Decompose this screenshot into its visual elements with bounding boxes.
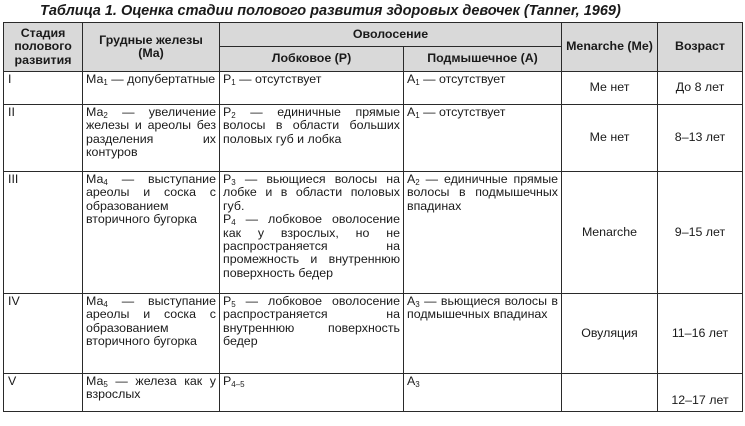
axillary-code: A bbox=[407, 374, 416, 388]
pubic-cell bbox=[220, 172, 404, 294]
age-cell: До 8 лет bbox=[658, 72, 743, 105]
stage-cell: IV bbox=[4, 294, 83, 374]
header-stage: Стадия полового развития bbox=[4, 23, 83, 72]
pubic-paragraph bbox=[223, 213, 400, 280]
menarche-cell: Ме нет bbox=[562, 105, 658, 172]
pubic-cell bbox=[220, 72, 404, 105]
menarche-cell: Овуляция bbox=[562, 294, 658, 374]
breast-code: Ма bbox=[86, 294, 104, 308]
breast-cell bbox=[83, 105, 220, 172]
age-cell: 8–13 лет bbox=[658, 105, 743, 172]
axillary-text: — единичные прямые волосы в подмышечных впадинах bbox=[407, 172, 558, 213]
breast-text: — допубертатные bbox=[107, 72, 216, 86]
pubic-sub: 5 bbox=[231, 300, 236, 309]
breast-sub: 5 bbox=[103, 380, 108, 389]
pubic-text: — отсутствует bbox=[235, 72, 322, 86]
breast-sub: 2 bbox=[103, 111, 108, 120]
pubic-code: P bbox=[223, 72, 232, 86]
header-pubic: Лобковое (P) bbox=[220, 47, 404, 72]
pubic-code: P bbox=[223, 172, 232, 186]
breast-text: — выступание ареолы и соска с образованием вторичного бугорка bbox=[86, 294, 216, 349]
breast-text: — железа как у взрослых bbox=[86, 374, 216, 402]
axillary-code: A bbox=[407, 72, 416, 86]
menarche-cell: Ме нет bbox=[562, 72, 658, 105]
header-axillary: Подмышечное (А) bbox=[404, 47, 562, 72]
pubic-code: P bbox=[223, 374, 232, 388]
axillary-cell bbox=[404, 374, 562, 412]
axillary-text: — отсутствует bbox=[419, 105, 506, 119]
menarche-cell bbox=[562, 374, 658, 412]
breast-sub: 1 bbox=[103, 78, 108, 87]
pubic-sub: 2 bbox=[231, 111, 236, 120]
axillary-cell bbox=[404, 172, 562, 294]
age-cell: 12–17 лет bbox=[658, 374, 743, 412]
axillary-cell bbox=[404, 72, 562, 105]
axillary-sub: 1 bbox=[415, 78, 420, 87]
pubic-text: — единичные прямые волосы в области больших половых губ и лобка bbox=[223, 105, 400, 146]
table-row bbox=[4, 105, 743, 172]
age-cell: 9–15 лет bbox=[658, 172, 743, 294]
pubic-cell bbox=[220, 105, 404, 172]
tanner-table bbox=[3, 22, 743, 412]
pubic-sub: 1 bbox=[231, 78, 236, 87]
breast-text: — увеличение железы и ареолы без разделения их контуров bbox=[86, 105, 216, 160]
pubic-text: — лобковое оволосение распространяется на внутреннюю поверхность бедер bbox=[223, 294, 400, 349]
pubic-paragraph bbox=[223, 173, 400, 213]
axillary-text: — вьющиеся волосы в подмышечных впадинах bbox=[407, 294, 558, 322]
stage-cell: II bbox=[4, 105, 83, 172]
axillary-sub: 1 bbox=[415, 111, 420, 120]
breast-cell bbox=[83, 294, 220, 374]
header-breast: Грудные железы (Ма) bbox=[83, 23, 220, 72]
breast-code: Ма bbox=[86, 172, 104, 186]
pubic-code: P bbox=[223, 105, 232, 119]
header-menarche: Menarche (Ме) bbox=[562, 23, 658, 72]
pubic-sub: 4–5 bbox=[231, 380, 245, 389]
breast-sub: 4 bbox=[103, 300, 108, 309]
menarche-cell: Menarche bbox=[562, 172, 658, 294]
pubic-text: — лобковое оволосение как у взрослых, но не распространяется на промежность и внутреннюю поверхность бедер bbox=[223, 212, 400, 280]
breast-code: Ма bbox=[86, 72, 104, 86]
pubic-sub: 4 bbox=[231, 218, 236, 228]
table-title: Таблица 1. Оценка стадии полового развития здоровых девочек (Tanner, 1969) bbox=[40, 3, 621, 19]
stage-cell: III bbox=[4, 172, 83, 294]
pubic-code: P bbox=[223, 212, 232, 227]
pubic-cell bbox=[220, 374, 404, 412]
axillary-sub: 3 bbox=[415, 300, 420, 309]
pubic-text: — вьющиеся волосы на лобке и в области половых губ. bbox=[223, 172, 400, 213]
axillary-code: A bbox=[407, 172, 416, 186]
pubic-code: P bbox=[223, 294, 232, 308]
breast-code: Ма bbox=[86, 374, 104, 388]
table-row bbox=[4, 294, 743, 374]
breast-text: — выступание ареолы и соска с образованием вторичного бугорка bbox=[86, 172, 216, 227]
axillary-cell bbox=[404, 294, 562, 374]
table-row bbox=[4, 374, 743, 412]
age-cell: 11–16 лет bbox=[658, 294, 743, 374]
stage-cell: I bbox=[4, 72, 83, 105]
axillary-sub: 2 bbox=[415, 178, 420, 187]
breast-cell bbox=[83, 374, 220, 412]
breast-cell bbox=[83, 72, 220, 105]
axillary-code: A bbox=[407, 294, 416, 308]
axillary-cell bbox=[404, 105, 562, 172]
header-age: Возраст bbox=[658, 23, 743, 72]
pubic-cell bbox=[220, 294, 404, 374]
breast-sub: 4 bbox=[103, 178, 108, 187]
header-hair: Оволосение bbox=[220, 23, 562, 47]
axillary-sub: 3 bbox=[415, 380, 420, 389]
pubic-sub: 3 bbox=[231, 178, 236, 187]
breast-code: Ма bbox=[86, 105, 104, 119]
table-row bbox=[4, 72, 743, 105]
breast-cell bbox=[83, 172, 220, 294]
table-row bbox=[4, 172, 743, 294]
stage-cell: V bbox=[4, 374, 83, 412]
axillary-code: A bbox=[407, 105, 416, 119]
axillary-text: — отсутствует bbox=[419, 72, 506, 86]
